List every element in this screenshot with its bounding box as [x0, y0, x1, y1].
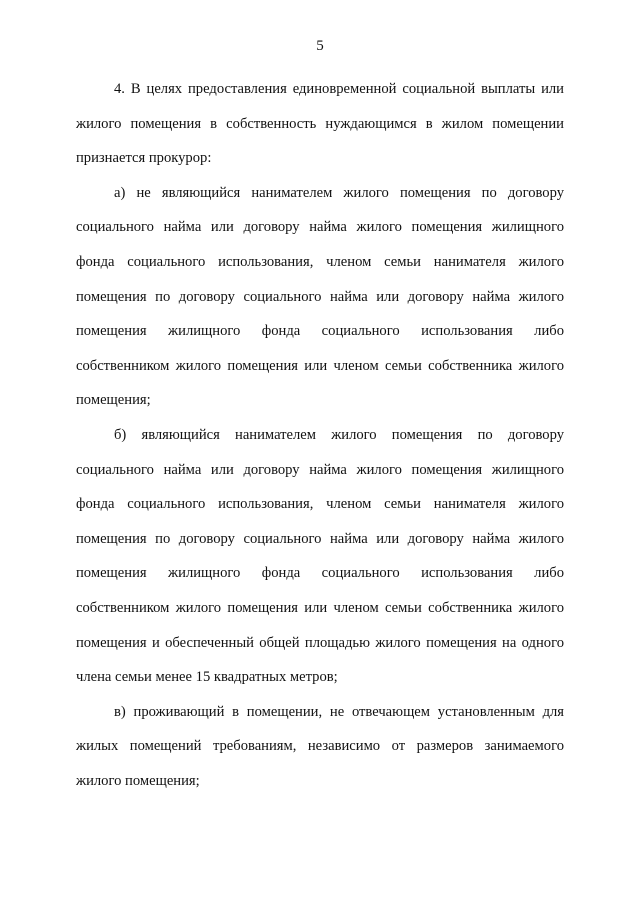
paragraph-a: а) не являющийся нанимателем жилого помещения по договору социального найма или договору найма жилого помещения жилищного фонда социального использования, членом семьи нанимателя жилого помещения по договору социального найма или договору найма жилого помещения жилищного фонда социального использования либо собственником жилого помещения или членом семьи собственника жилого помещения; [76, 184, 564, 409]
paragraph-4: 4. В целях предоставления единовременной социальной выплаты или жилого помещения в собственность нуждающимся в жилом помещении признается прокурор: [76, 81, 564, 167]
paragraph-v: в) проживающий в помещении, не отвечающем установленным для жилых помещений требованиям, независимо от размеров занимаемого жилого помещения; [76, 703, 564, 789]
document-body [76, 72, 564, 798]
paragraph-b: б) являющийся нанимателем жилого помещения по договору социального найма или договору найма жилого помещения жилищного фонда социального использования, членом семьи нанимателя жилого помещения по договору социального найма или договору найма жилого помещения жилищного фонда социального использования либо собственником жилого помещения или членом семьи собственника жилого помещения и обеспеченный общей площадью жилого помещения на одного члена семьи менее 15 квадратных метров; [76, 426, 564, 686]
page-number: 5 [316, 38, 324, 54]
